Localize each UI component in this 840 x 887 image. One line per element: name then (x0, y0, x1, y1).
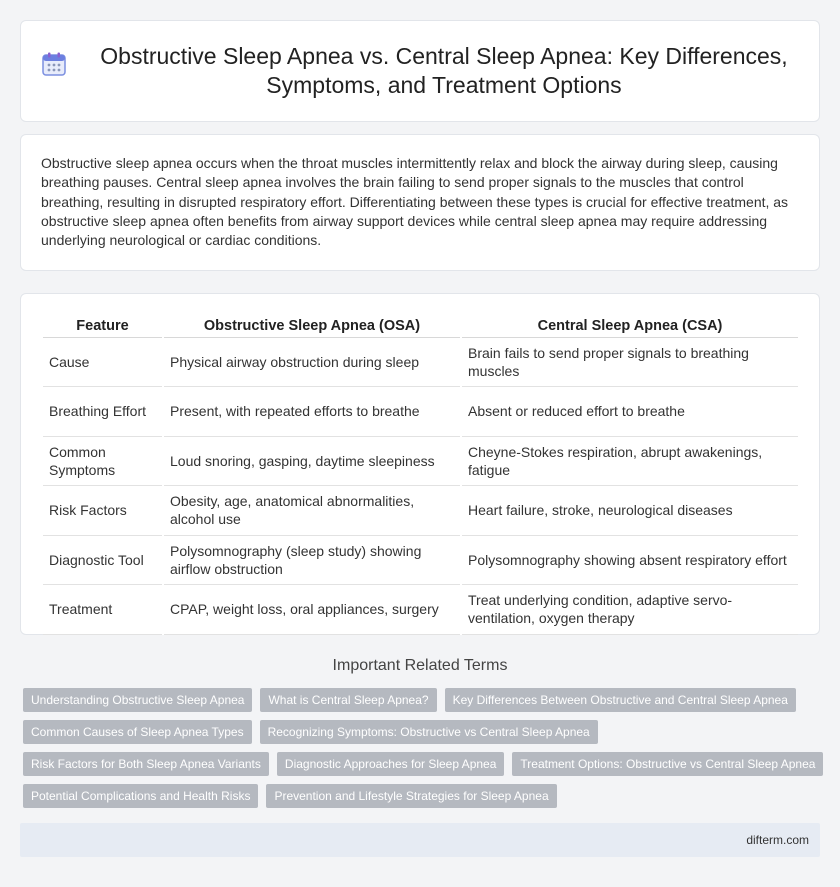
row-csa: Absent or reduced effort to breathe (461, 387, 798, 437)
row-feature: Common Symptoms (43, 436, 163, 486)
related-term-tag[interactable]: Key Differences Between Obstructive and Central Sleep Apnea (445, 688, 796, 712)
tag-row (23, 752, 823, 776)
row-feature: Breathing Effort (43, 387, 163, 437)
row-csa: Polysomnography showing absent respiratory effort (461, 535, 798, 585)
row-csa: Brain fails to send proper signals to breathing muscles (461, 337, 798, 387)
row-osa: Loud snoring, gasping, daytime sleepiness (163, 436, 461, 486)
footer-site-link[interactable]: difterm.com (746, 833, 809, 847)
table-row (43, 337, 798, 387)
related-term-tag[interactable]: Common Causes of Sleep Apnea Types (23, 720, 252, 744)
table-row (43, 436, 798, 486)
related-term-tag[interactable]: Treatment Options: Obstructive vs Central Sleep Apnea (512, 752, 823, 776)
related-term-tag[interactable]: Risk Factors for Both Sleep Apnea Variants (23, 752, 269, 776)
header-csa: Central Sleep Apnea (CSA) (461, 313, 798, 337)
row-feature: Diagnostic Tool (43, 535, 163, 585)
related-term-tag[interactable]: Diagnostic Approaches for Sleep Apnea (277, 752, 504, 776)
table-row (43, 387, 798, 437)
table-header-row (43, 313, 798, 337)
related-terms-tags (23, 688, 823, 816)
related-terms-title: Important Related Terms (332, 657, 508, 674)
comparison-table-card (20, 293, 820, 635)
row-osa: CPAP, weight loss, oral appliances, surgery (163, 585, 461, 635)
related-term-tag[interactable]: Potential Complications and Health Risks (23, 784, 258, 808)
row-feature: Treatment (43, 585, 163, 635)
header-osa: Obstructive Sleep Apnea (OSA) (163, 313, 461, 337)
row-osa: Present, with repeated efforts to breathe (163, 387, 461, 437)
table-row (43, 535, 798, 585)
row-csa: Treat underlying condition, adaptive servo-ventilation, oxygen therapy (461, 585, 798, 635)
related-term-tag[interactable]: Prevention and Lifestyle Strategies for Sleep Apnea (266, 784, 556, 808)
header-card (20, 20, 820, 122)
table-row (43, 486, 798, 536)
tag-row (23, 720, 823, 744)
page-title: Obstructive Sleep Apnea vs. Central Sleep Apnea: Key Differences, Symptoms, and Treatment Options (100, 43, 788, 98)
row-osa: Polysomnography (sleep study) showing airflow obstruction (163, 535, 461, 585)
row-osa: Obesity, age, anatomical abnormalities, alcohol use (163, 486, 461, 536)
row-feature: Risk Factors (43, 486, 163, 536)
tag-row (23, 784, 823, 808)
related-term-tag[interactable]: Understanding Obstructive Sleep Apnea (23, 688, 252, 712)
tag-row (23, 688, 823, 712)
related-term-tag[interactable]: Recognizing Symptoms: Obstructive vs Central Sleep Apnea (260, 720, 598, 744)
intro-paragraph: Obstructive sleep apnea occurs when the throat muscles intermittently relax and block the airway during sleep, causing breathing pauses. Central sleep apnea involves the brain failing to send proper signals to the muscles that control breathing, resulting in disrupted respiratory effort. Differentiating between these types is crucial for effective treatment, as obstructive sleep apnea often benefits from airway support devices while central sleep apnea may require addressing underlying neurological or cardiac conditions. (41, 155, 789, 249)
row-csa: Heart failure, stroke, neurological diseases (461, 486, 798, 536)
row-osa: Physical airway obstruction during sleep (163, 337, 461, 387)
row-feature: Cause (43, 337, 163, 387)
row-csa: Cheyne-Stokes respiration, abrupt awakenings, fatigue (461, 436, 798, 486)
calendar-icon (41, 51, 67, 77)
intro-card (20, 134, 820, 271)
comparison-table (43, 313, 798, 635)
footer (20, 823, 820, 857)
table-row (43, 585, 798, 635)
related-term-tag[interactable]: What is Central Sleep Apnea? (260, 688, 436, 712)
header-feature: Feature (43, 313, 163, 337)
